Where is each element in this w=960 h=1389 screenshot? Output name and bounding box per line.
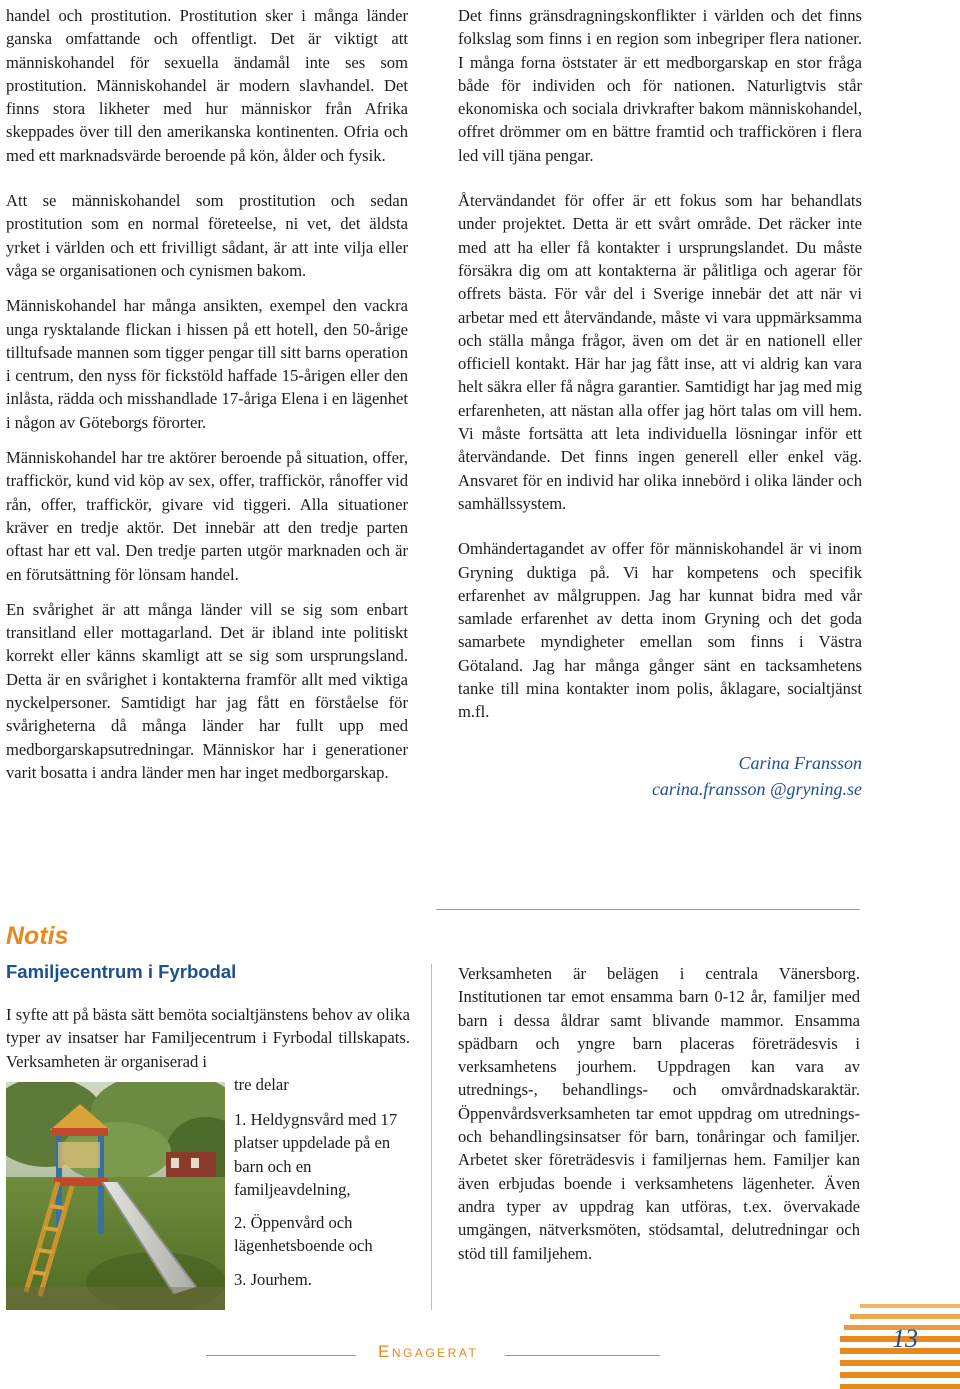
footer-rule-left bbox=[206, 1355, 356, 1356]
author-signature bbox=[458, 750, 862, 802]
list-item: 1. Heldygnsvård med 17 platser uppdelade på en barn och en familjeavdelning, bbox=[234, 1110, 398, 1199]
article-paragraph: handel och prostitution. Prostitution sker i många länder ganska omfattande och offentligt. Det är viktigt att människohandel för sexuella ändamål inte ses som prostitution. Människohandel är modern slavhandel. Det finns stora likheter med hur människor från Afrika skeppades över till den amerikanska kontinenten. Ofria och med ett marknadsvärde beroende på kön, ålder och fysik. bbox=[6, 6, 408, 165]
article-paragraph: Det finns gränsdragningskonflikter i världen och det finns folkslag som finns i en region som inbegriper flera nationer. I många forna öststater är ett medborgarskap en stor fråga både för individen och för nationen. Naturligtvis står ekonomiska och sociala drivkrafter bakom människohandel, offret drömmer om en bättre framtid och traffickören i flera led vill tjäna pengar. bbox=[458, 6, 862, 165]
notis-subheading: Familjecentrum i Fyrbodal bbox=[6, 961, 237, 982]
notis-intro: I syfte att på bästa sätt bemöta socialtjänstens behov av olika typer av insatser har Familjecentrum i Fyrbodal tillskapats. Verksamheten är organiserad i bbox=[6, 1005, 410, 1071]
list-item: 3. Jourhem. bbox=[234, 1269, 312, 1289]
playground-photo-icon bbox=[6, 1082, 225, 1310]
article-paragraph: Människohandel har tre aktörer beroende på situation, offer, traffickör, kund vid köp av sex, offer, traffickör, rånoffer vid rån, offer, traffickör, givare vid tiggeri. Alla situationer kräver en tredje aktör. Det innebär att den tredje parten oftast har ett val. Den tredje parten utgör marknaden och är en förutsättning för lönsam handel. bbox=[6, 448, 408, 584]
footer-rule-right bbox=[505, 1355, 660, 1356]
article-paragraph: En svårighet är att många länder vill se sig som enbart transitland eller mottagarland. Det är ibland inte politiskt korrekt eller känns skamligt att se sig som ursprungsland. Detta är en svårighet i kontakterna framför allt med viktiga nyckelpersoner. Samtidigt har jag fått en förståelse för svårigheterna då många länder har fullt upp med medborgarskapsutredningar. Människor har i generationer varit bosatta i andra länder men har inget medborgarskap. bbox=[6, 599, 408, 782]
article-paragraph: Människohandel har många ansikten, exempel den vackra unga rysktalande flickan i hissen på ett hotell, den 50-årige tilltufsade mannen som tigger pengar till sitt barns operation i centrum, den nyss för fickstöld haffade 15-årigen eller den inlåsta, rädda och misshandlade 17-åriga Elena i en lägenhet i någon av Göteborgs förorter. bbox=[6, 296, 408, 432]
author-email: carina.fransson @gryning.se bbox=[651, 778, 862, 799]
footer-label: Engagerat bbox=[378, 1342, 479, 1361]
page-number: 13 bbox=[892, 1324, 918, 1353]
column-divider bbox=[431, 964, 432, 1310]
author-name: Carina Fransson bbox=[738, 752, 862, 773]
notis-list bbox=[234, 1108, 414, 1301]
notis-column-right bbox=[458, 962, 860, 1265]
article-column-right bbox=[458, 4, 862, 802]
article-column-left bbox=[6, 4, 408, 784]
notis-paragraph: Verksamheten är belägen i centrala Vänersborg. Institutionen tar emot ensamma barn 0-12 år, familjer med barn i dessa åldrar samt blivande mammor. Ensamma spädbarn och yngre barn placeras företrädesvis i verksamhetens jourhem. Uppdragen kan vara av utrednings-, behandlings- och omvårdnadskaraktär. Öppenvårdsverksamheten tar emot uppdrag om utrednings- och behandlingsinsatser för barn, tonåringar och familjer. Arbetet sker företrädesvis i familjernas hem. Familjer kan även erbjudas boende i verksamhetens lägenheter. Även andra typer av uppdrag kan utföras, t.ex. övervakade umgängen, nätverksmöten, stödsamtal, delutredningar och stöd till familjehem. bbox=[458, 964, 860, 1263]
notis-intro-tail: tre delar bbox=[234, 1075, 289, 1094]
article-paragraph: Att se människohandel som prostitution och sedan prostitution som en normal företeelse, ni vet, det äldsta yrket i världen och ett frivilligt sådant, är att inte vilja eller våga se organisationen och cynismen bakom. bbox=[6, 191, 408, 280]
article-paragraph: Omhändertagandet av offer för människohandel är vi inom Gryning duktiga på. Vi har kompetens och specifik erfarenhet av målgruppen. Jag har kunnat bidra med vår samlade erfarenhet av detta inom Gryning och det goda samarbete myndigheter emellan som finns i Västra Götaland. Jag har många gånger sänt en tacksamhetens tanke till mina kontakter inom polis, åklagare, socialtjänst m.fl. bbox=[458, 539, 862, 722]
notis-heading: Notis bbox=[6, 922, 69, 950]
playground-photo bbox=[6, 1082, 225, 1310]
section-divider bbox=[436, 909, 860, 910]
article-paragraph: Återvändandet för offer är ett fokus som har behandlats under projektet. Detta är ett svårt område. Det räcker inte med att ha eller få kontakter i ursprungslandet. Du måste försäkra dig om att kontakterna är pålitliga och agerar för offrets bästa. För vår del i Sverige innebär det att när vi arbetar med ett återvändande, måste vi vara uppmärksamma och ställa många frågor, även om det är en nationell eller officiell kontakt. Här har jag fått inse, att vi aldrig kan vara helt säkra eller få några garantier. Samtidigt har jag med mig erfarenheten, att nästan alla offer jag hört talas om vill hem. Vi måste fortsätta att leta individuella lösningar inför ett återvändande. Det finns ingen generell eller enkel väg. Ansvaret för en individ har olika innebörd i olika länder och samhällssystem. bbox=[458, 191, 862, 513]
list-item: 2. Öppenvård och lägenhetsboende och bbox=[234, 1213, 373, 1256]
